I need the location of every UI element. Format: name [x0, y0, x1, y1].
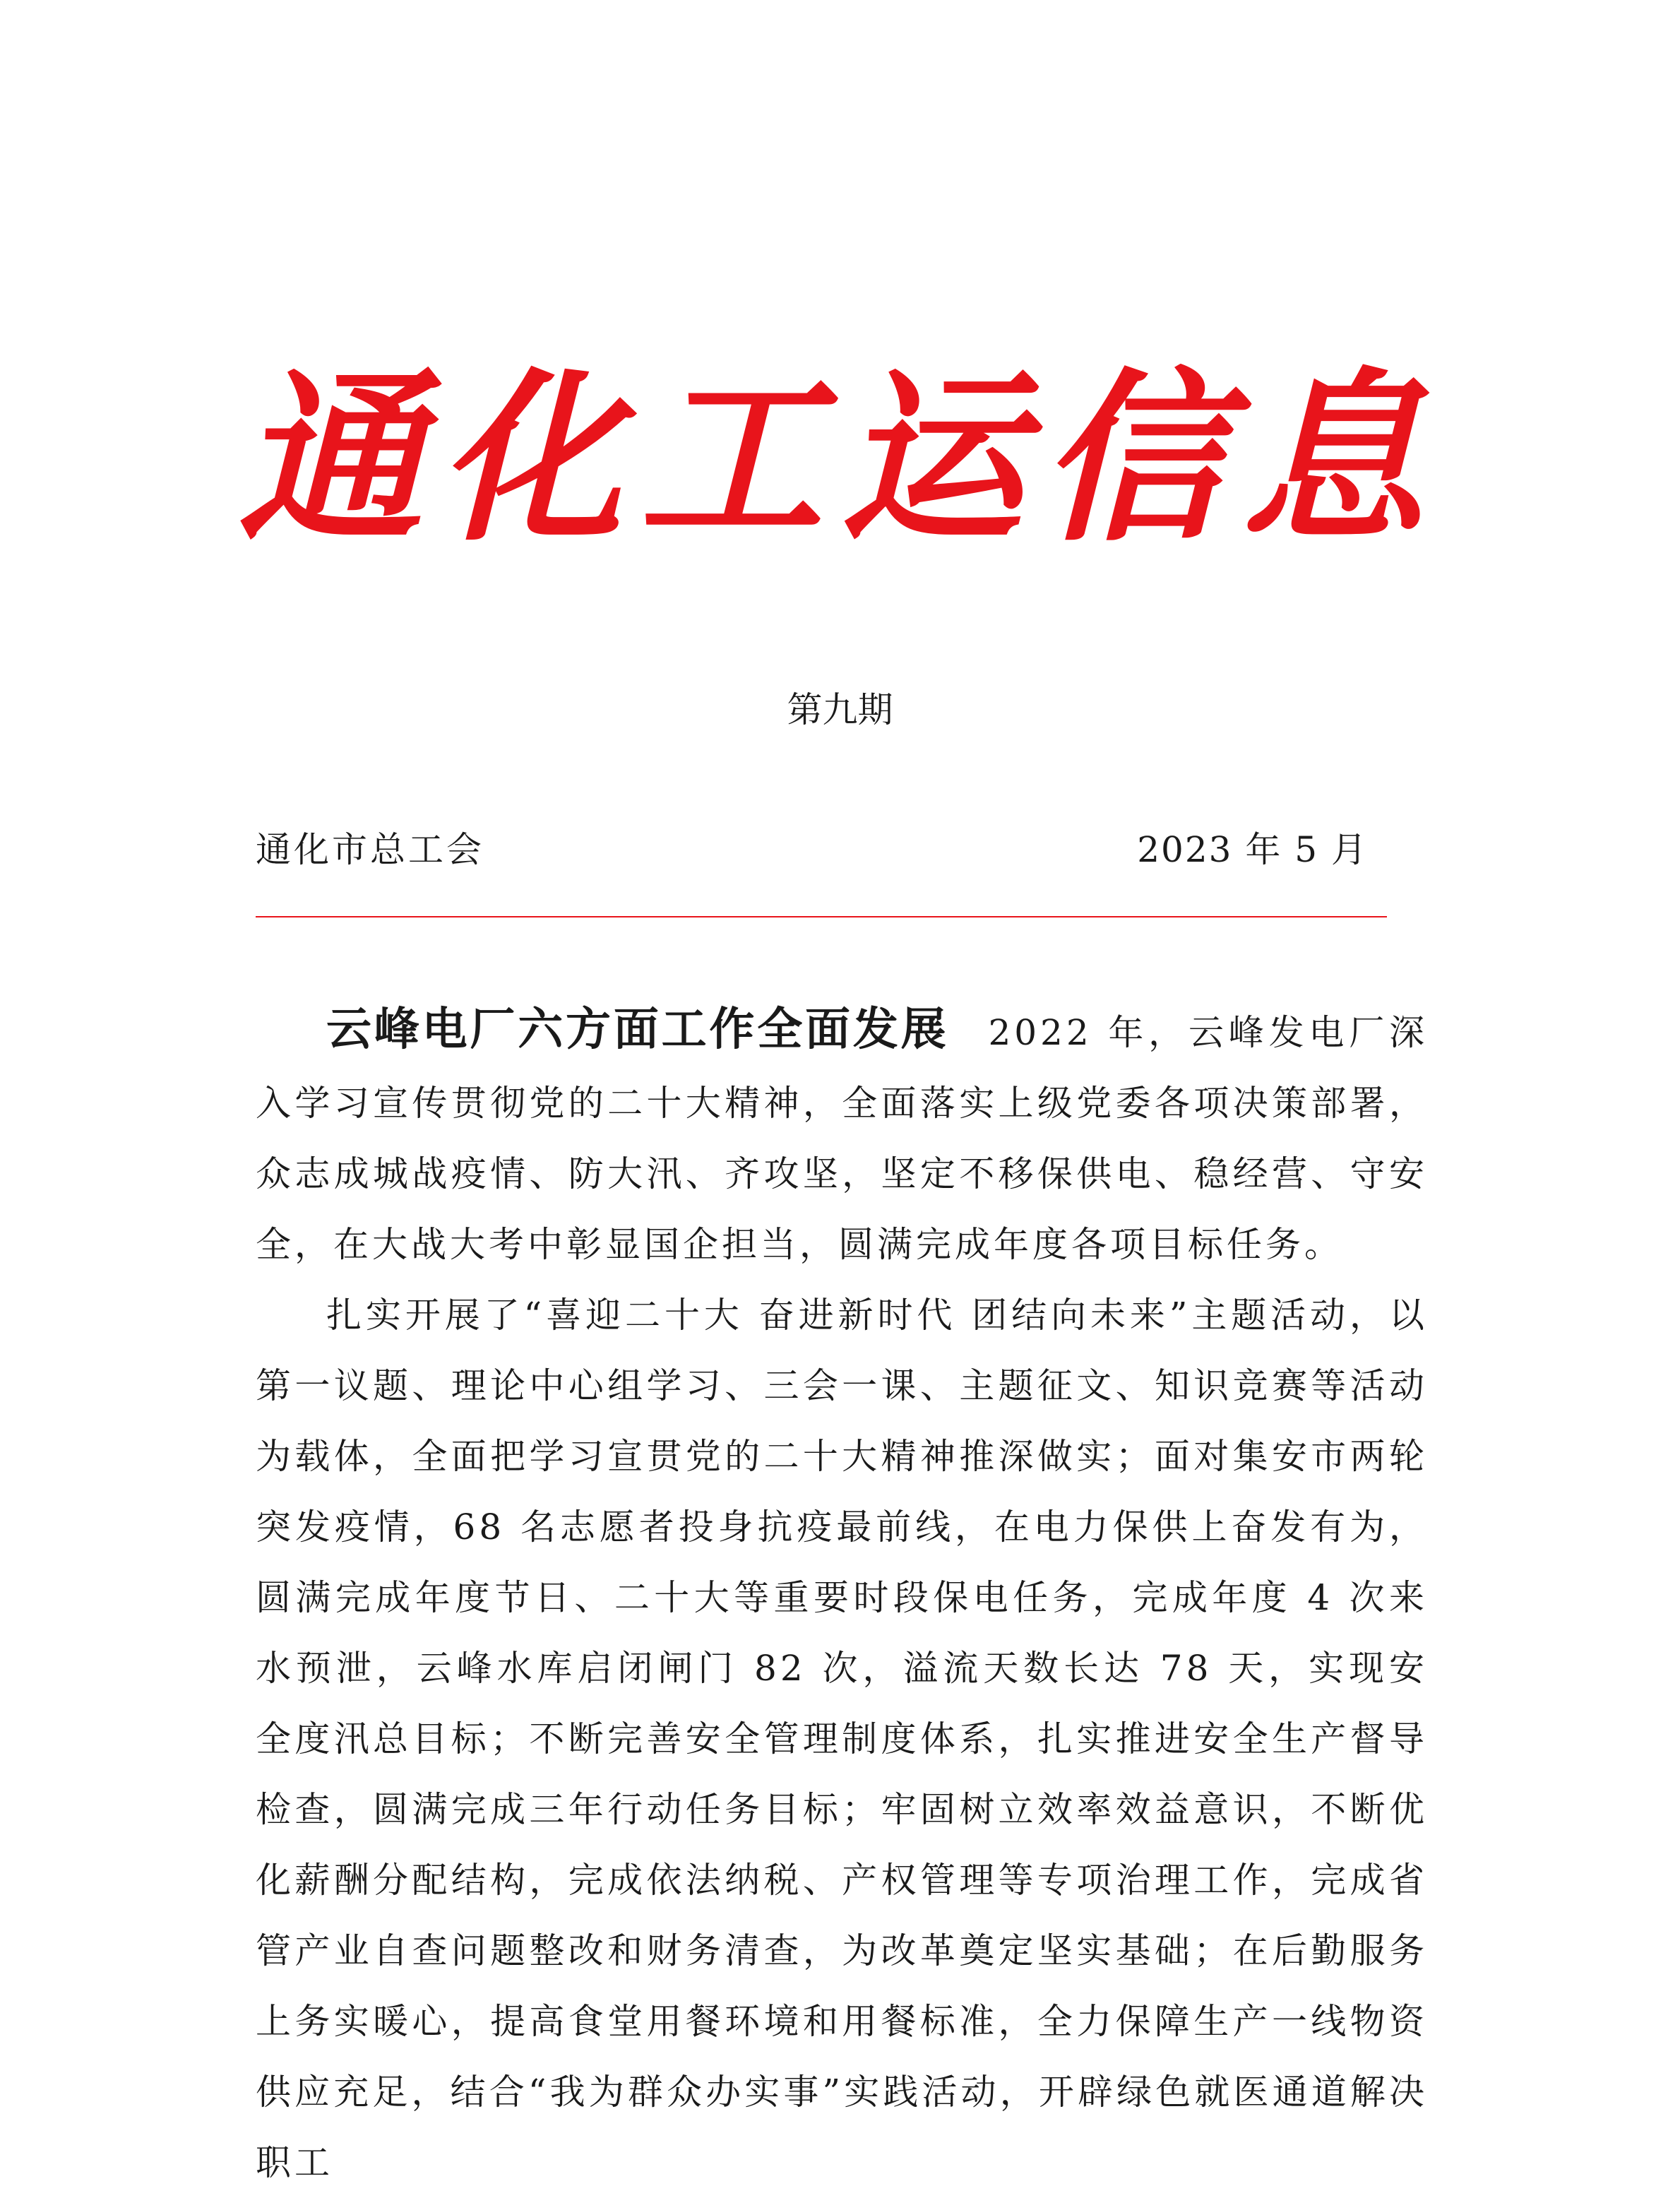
masthead-title: 通化工运信息: [238, 351, 1442, 566]
red-divider: [256, 916, 1387, 917]
article-paragraph-1-text: 2022 年，云峰发电厂深入学习宣传贯彻党的二十大精神，全面落实上级党委各项决策部署，众志成城战疫情、防大汛、齐攻坚，坚定不移保供电、稳经营、守安全，在大战大考中彰显国企担当，圆满完成年度各项目标任务。: [256, 1012, 1428, 1265]
article-paragraph-1: [256, 994, 1428, 1280]
issue-number: 第九期: [787, 689, 893, 730]
article-body: [256, 994, 1428, 2198]
issue-date: 2023 年 5 月: [1137, 829, 1368, 870]
issuer-row: [256, 825, 1368, 874]
article-headline: 云峰电厂六方面工作全面发展: [326, 1004, 949, 1056]
issuer-name: 通化市总工会: [256, 829, 484, 870]
article-paragraph-2: 扎实开展了“喜迎二十大 奋进新时代 团结向未来”主题活动，以第一议题、理论中心组学习、三会一课、主题征文、知识竞赛等活动为载体，全面把学习宣贯党的二十大精神推深做实；面对集安市两轮突发疫情，68 名志愿者投身抗疫最前线，在电力保供上奋发有为，圆满完成年度节日、二十大等重要时段保电任务，完成年度 4 次来水预泄，云峰水库启闭闸门 82 次，溢流天数长达 78 天，实现安全度汛总目标；不断完善安全管理制度体系，扎实推进安全生产督导检查，圆满完成三年行动任务目标；牢固树立效率效益意识，不断优化薪酬分配结构，完成依法纳税、产权管理等专项治理工作，完成省管产业自查问题整改和财务清查，为改革奠定坚实基础；在后勤服务上务实暖心，提高食堂用餐环境和用餐标准，全力保障生产一线物资供应充足，结合“我为群众办实事”实践活动，开辟绿色就医通道解决职工: [256, 1295, 1428, 2183]
